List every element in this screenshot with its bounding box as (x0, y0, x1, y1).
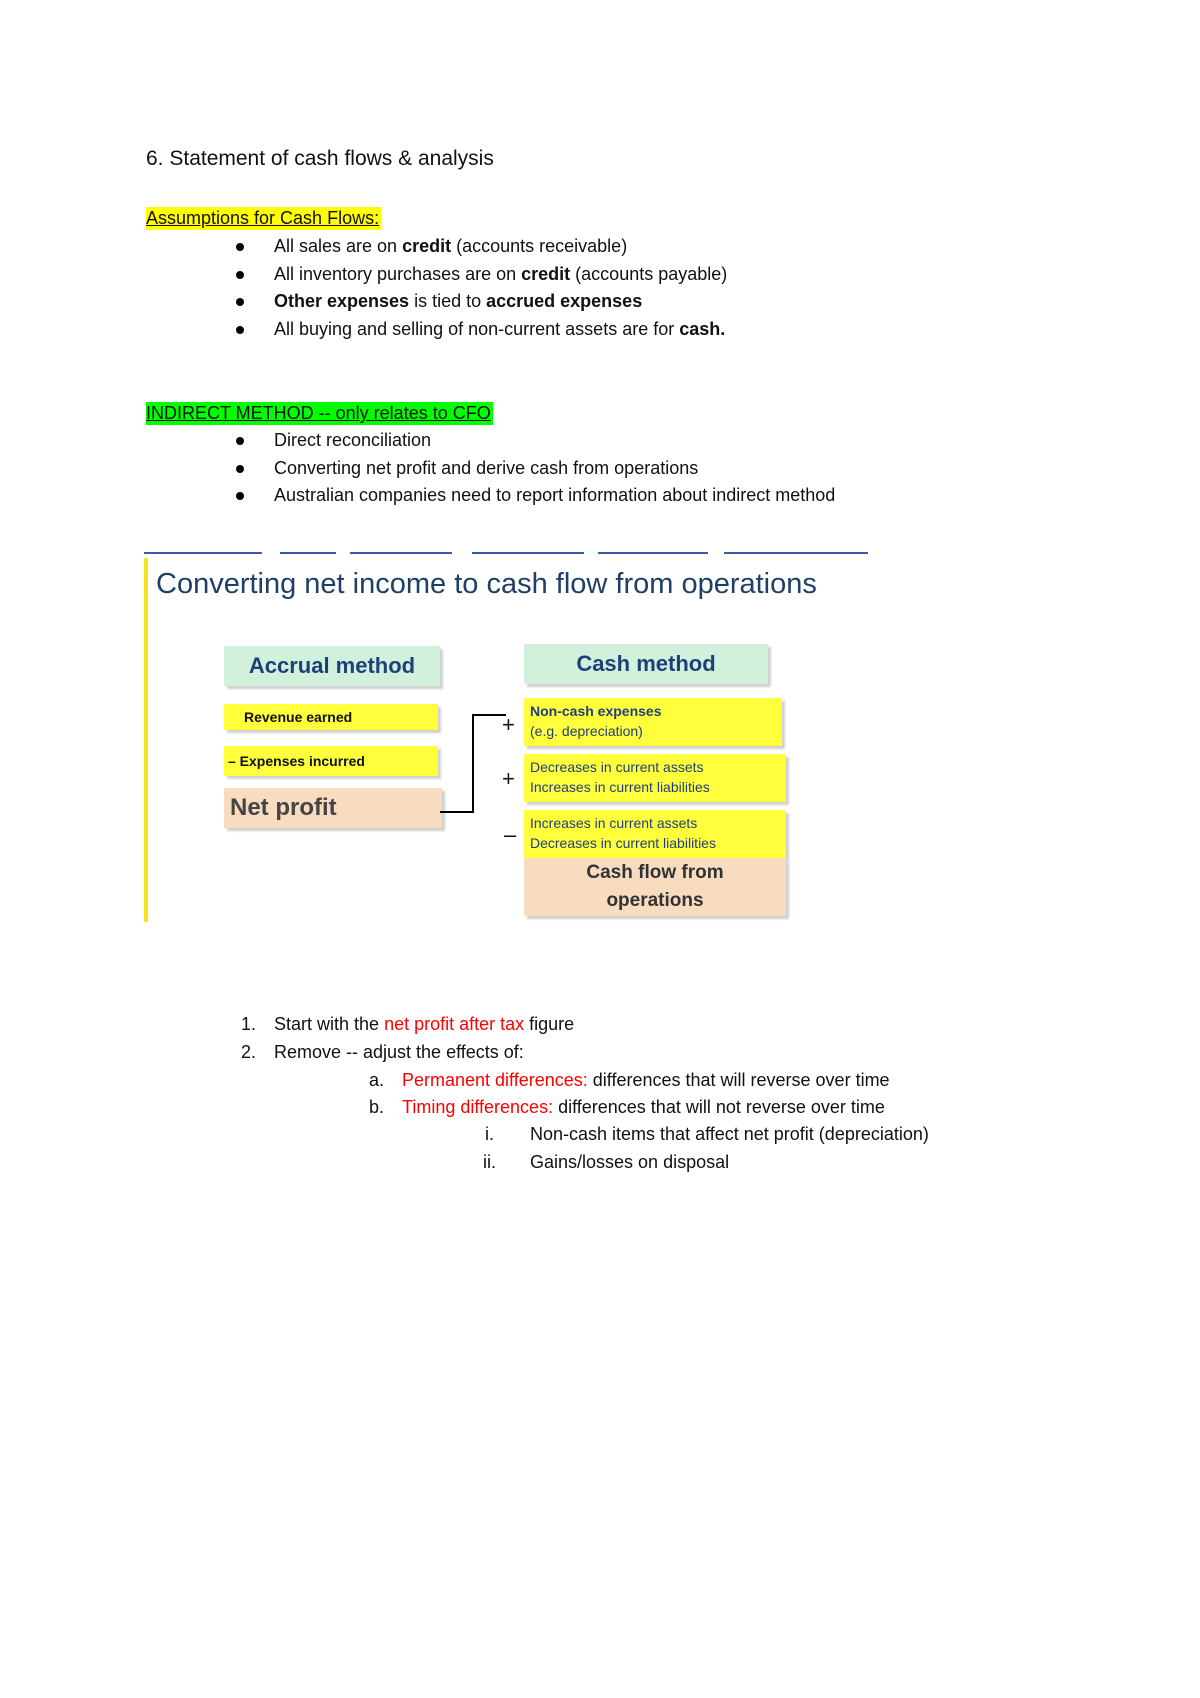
list-item: Other expenses is tied to accrued expenses (236, 288, 727, 316)
expenses-incurred-box: – Expenses incurred (224, 746, 438, 776)
indirect-method-list (236, 427, 835, 510)
assumptions-list (236, 233, 727, 343)
net-profit-box: Net profit (224, 788, 442, 828)
assumptions-label: Assumptions for Cash Flows: (146, 208, 380, 228)
non-cash-expenses-box: Non-cash expenses (e.g. depreciation) (524, 698, 782, 746)
cash-flow-from-operations-box: Cash flow from operations (524, 858, 786, 916)
figure-title: Converting net income to cash flow from operations (156, 568, 817, 600)
connector-line (472, 714, 506, 716)
indirect-method-label: INDIRECT METHOD -- only relates to CFO (146, 403, 491, 423)
list-item: Direct reconciliation (236, 427, 835, 455)
page-title: 6. Statement of cash flows & analysis (146, 147, 494, 170)
slide-accent-bar (144, 558, 148, 922)
cash-method-header: Cash method (524, 644, 768, 684)
increases-assets-box: Increases in current assets Decreases in current liabilities (524, 810, 786, 858)
highlighted-term: net profit after tax (384, 1014, 525, 1034)
bullet-icon (236, 492, 244, 500)
connector-line (440, 811, 474, 813)
bullet-icon (236, 243, 244, 251)
slide-top-rule (144, 552, 262, 554)
slide-top-rule (472, 552, 584, 554)
decreases-assets-box: Decreases in current assets Increases in current liabilities (524, 754, 786, 802)
slide-top-rule (598, 552, 708, 554)
slide-top-rule (350, 552, 452, 554)
cash-flow-conversion-figure (144, 552, 868, 924)
list-item: All sales are on credit (accounts receivable) (236, 233, 727, 261)
highlighted-term: Permanent differences: (402, 1070, 588, 1090)
highlighted-term: Timing differences: (402, 1097, 554, 1117)
bullet-icon (236, 298, 244, 306)
slide-top-rule (724, 552, 868, 554)
list-item: All inventory purchases are on credit (accounts payable) (236, 261, 727, 289)
list-item: Converting net profit and derive cash from operations (236, 455, 835, 483)
plus-sign: + (502, 766, 515, 791)
connector-line (472, 714, 474, 813)
document-page: 6. Statement of cash flows & analysis Assumptions for Cash Flows: All sales are on credit (accounts receivable) All inventory purchases are on credit (accounts payable) Other expenses is tied to accrued expenses All buying and selling of non-current assets are for cash. INDIRECT METHOD -- only relates to CFO Direct reconciliation Converting net profit and derive cash from operations Australian companies need to report information about indirect method Converting net income to cash flow from operations Accrual method Cash method Revenue earned – Expenses incurred Net profit + + – Non-cash expenses (e.g. depreciation) Decreases in current assets Increases in current liabilities Increases in current assets Decreases in current liabilities Cash flow from operations 1. Start with the net profit after tax figure 2. Remove -- adjust the effects of: a. Permanent differences: differences that will reverse over time b. Timing differences: differences that will not reverse over time i. Non-cash items that affect net profit (depreciation) ii. Gains/losses on disposal (146, 147, 929, 1172)
minus-sign: – (504, 822, 517, 847)
bullet-icon (236, 271, 244, 279)
accrual-method-header: Accrual method (224, 646, 440, 686)
list-item: Australian companies need to report information about indirect method (236, 482, 835, 510)
plus-sign: + (502, 712, 515, 737)
bullet-icon (236, 326, 244, 334)
list-item: All buying and selling of non-current assets are for cash. (236, 316, 727, 344)
revenue-earned-box: Revenue earned (224, 704, 438, 730)
bullet-icon (236, 465, 244, 473)
bullet-icon (236, 437, 244, 445)
slide-top-rule (280, 552, 336, 554)
